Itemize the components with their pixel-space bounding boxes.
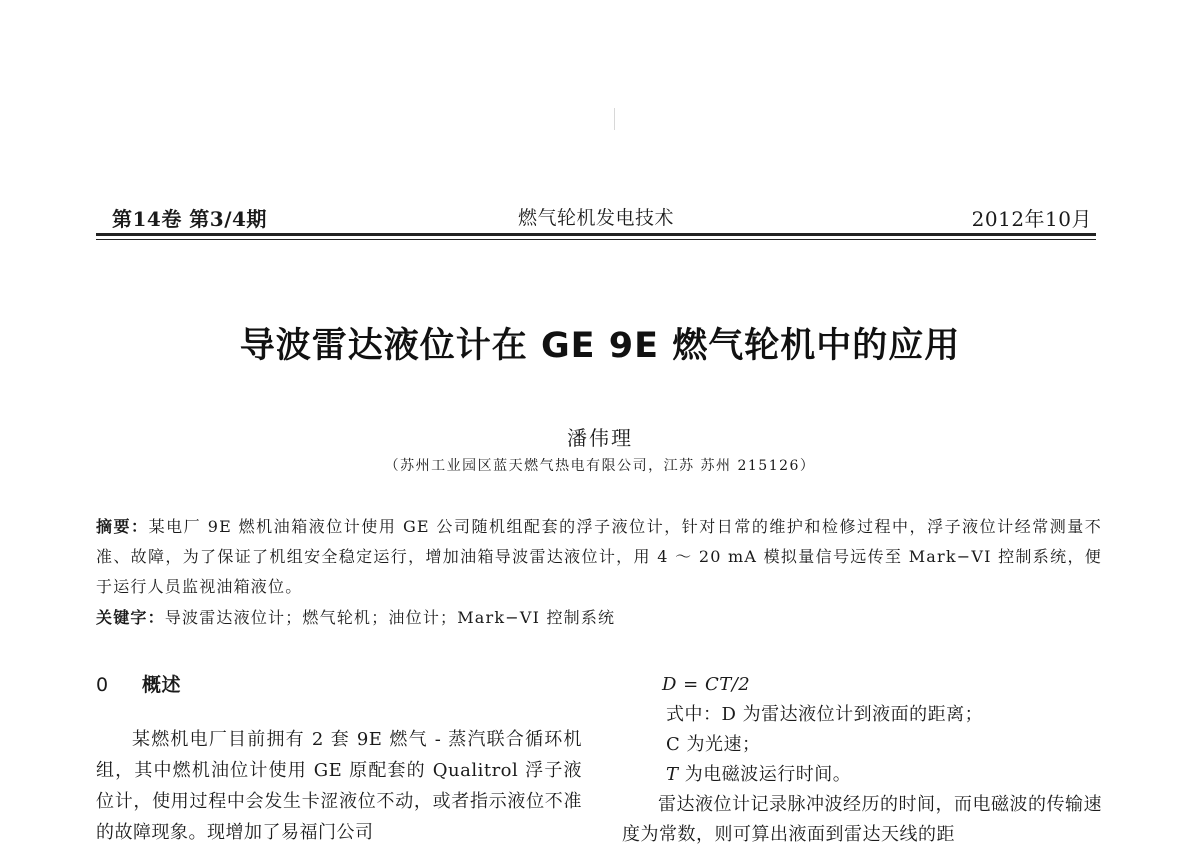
header-rule-thin xyxy=(96,239,1096,240)
section-heading xyxy=(96,670,582,704)
volume-issue: 第14卷 第3/4期 xyxy=(112,207,267,231)
keywords-label: 关键字： xyxy=(96,608,165,627)
abstract-text: 某电厂 9E 燃机油箱液位计使用 GE 公司随机组配套的浮子液位计，针对日常的维护和检修过程中，浮子液位计经常测量不准、故障，为了保证了机组安全稳定运行，增加油箱导波雷达液位计，用 4 ～ 20 mA 模拟量信号远传至 Mark−VI 控制系统，便于运行人员监视油箱液位。 xyxy=(96,517,1102,596)
left-column xyxy=(96,670,582,848)
symbol-definition-t xyxy=(666,760,1102,790)
section-title: 概述 xyxy=(142,674,182,696)
running-header xyxy=(96,203,1096,243)
formula-where-line: 式中：D 为雷达液位计到液面的距离； xyxy=(666,704,984,725)
abstract-label: 摘要： xyxy=(96,517,149,536)
author-affiliation: （苏州工业园区蓝天燃气热电有限公司，江苏 苏州 215126） xyxy=(384,458,816,474)
body-paragraph-right: 雷达液位计记录脉冲波经历的时间，而电磁波的传输速度为常数，则可算出液面到雷达天线的距 xyxy=(622,794,1102,845)
journal-name: 燃气轮机发电技术 xyxy=(517,207,674,229)
keywords-text: 导波雷达液位计；燃气轮机；油位计；Mark−VI 控制系统 xyxy=(164,608,616,627)
paper-title: 导波雷达液位计在 GE 9E 燃气轮机中的应用 xyxy=(239,326,961,366)
header-rule-thick xyxy=(96,233,1096,236)
author-name: 潘伟理 xyxy=(567,426,633,450)
keywords xyxy=(96,603,1102,633)
right-column xyxy=(622,670,1102,850)
symbol-definition-c: C 为光速； xyxy=(666,734,761,755)
symbol-t: T xyxy=(666,764,679,785)
abstract xyxy=(96,512,1102,602)
section-number: 0 xyxy=(96,674,109,696)
issue-date: 2012年10月 xyxy=(971,207,1092,231)
symbol-t-text: 为电磁波运行时间。 xyxy=(678,764,852,785)
body-paragraph: 某燃机电厂目前拥有 2 套 9E 燃气 - 蒸汽联合循环机组，其中燃机油位计使用 GE 原配套的 Qualitrol 浮子液位计，使用过程中会发生卡涩液位不动，或者指示液位不准的故障现象。现增加了易福门公司 xyxy=(96,729,582,843)
scan-artifact xyxy=(614,108,615,130)
distance-formula: D = CT/2 xyxy=(662,674,751,695)
